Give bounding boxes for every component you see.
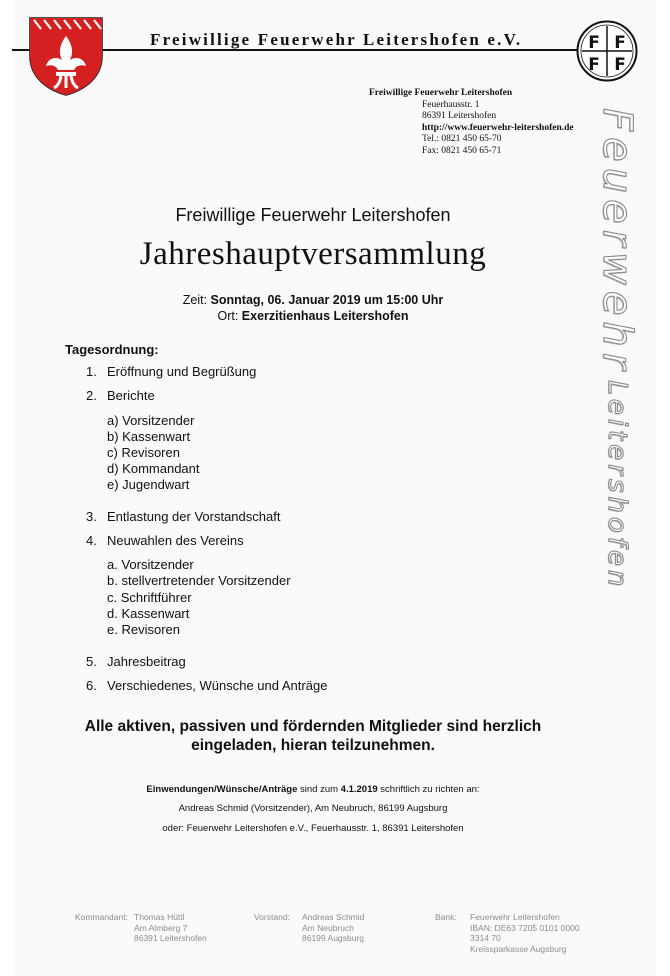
footer-bank: Feuerwehr Leitershofen IBAN: DE63 7205 0101 0000 3314 70 Kreissparkasse Augsburg [470, 912, 580, 954]
footer-commander: Thomas Hüttl Am Almberg 7 86391 Leitershofen [134, 912, 207, 943]
address-phone: Tel.: 0821 450 65-70 [422, 134, 502, 145]
svg-text:F: F [588, 55, 600, 75]
invitation-statement: Alle aktiven, passiven und fördernden Mitglieder sind herzlich eingeladen, hieran teilzunehmen. [84, 718, 542, 754]
agenda-title: Tagesordnung: [65, 342, 159, 357]
report-subitem: d) Kommandant [107, 461, 200, 476]
election-subitem: c. Schriftführer [107, 590, 192, 605]
alt-contact-line: oder: Feuerwehr Leitershofen e.V., Feuerhausstr. 1, 86391 Leitershofen [162, 823, 464, 834]
fire-brigade-seal-icon [576, 20, 638, 82]
watermark-main: Feuerwehr [594, 108, 640, 376]
address-fax: Fax: 0821 450 65-71 [422, 146, 502, 156]
address-city: 86391 Leitershofen [422, 111, 497, 122]
coat-of-arms-icon [28, 16, 104, 96]
agenda-item: 6. Verschiedenes, Wünsche und Anträge [86, 678, 328, 693]
election-subitem: d. Kassenwart [107, 606, 190, 621]
agenda-item: 4. Neuwahlen des Vereins [86, 533, 244, 548]
report-subitem: e) Jugendwart [107, 477, 190, 492]
page-title: Jahreshauptversammlung [139, 236, 487, 272]
footer-board: Andreas Schmid Am Neubruch 86199 Augsburg [302, 912, 365, 943]
watermark-sub: Leitershofen [602, 380, 632, 591]
report-subitem: c) Revisoren [107, 445, 180, 460]
agenda-item: 3. Entlastung der Vorstandschaft [86, 509, 281, 524]
election-subitem: b. stellvertretender Vorsitzender [107, 573, 291, 588]
invitation-subtitle: Freiwillige Feuerwehr Leitershofen [175, 205, 451, 225]
agenda-item: 1. Eröffnung und Begrüßung [86, 364, 257, 379]
contact-line: Andreas Schmid (Vorsitzender), Am Neubruch, 86199 Augsburg [178, 803, 448, 814]
meeting-time: Zeit: Sonntag, 06. Januar 2019 um 15:00 Uhr [182, 293, 444, 307]
address-name: Freiwillige Feuerwehr Leitershofen [369, 88, 513, 98]
address-street: Feuerhausstr. 1 [422, 99, 480, 110]
meeting-details [0, 292, 626, 324]
election-subitem: e. Revisoren [107, 622, 180, 637]
organization-title: Freiwillige Feuerwehr Leitershofen e.V. [150, 30, 523, 49]
svg-text:F: F [614, 55, 626, 75]
svg-text:F: F [614, 33, 626, 53]
footer-board-label: Vorstand: [254, 912, 290, 922]
footer-bank-label: Bank: [435, 912, 457, 922]
agenda-item: 5. Jahresbeitrag [86, 654, 186, 669]
website-link[interactable]: http://www.feuerwehr-leitershofen.de [422, 122, 574, 133]
submission-note: Einwendungen/Wünsche/Anträge sind zum 4.1.2019 schriftlich zu richten an: [146, 784, 480, 795]
election-subitem: a. Vorsitzender [107, 557, 194, 572]
report-subitem: b) Kassenwart [107, 429, 191, 444]
meeting-place: Ort: Exerzitienhaus Leitershofen [217, 309, 409, 323]
svg-text:F: F [588, 33, 600, 53]
agenda-item: 2. Berichte [86, 388, 155, 403]
report-subitem: a) Vorsitzender [107, 413, 195, 428]
footer-commander-label: Kommandant: [75, 912, 128, 922]
